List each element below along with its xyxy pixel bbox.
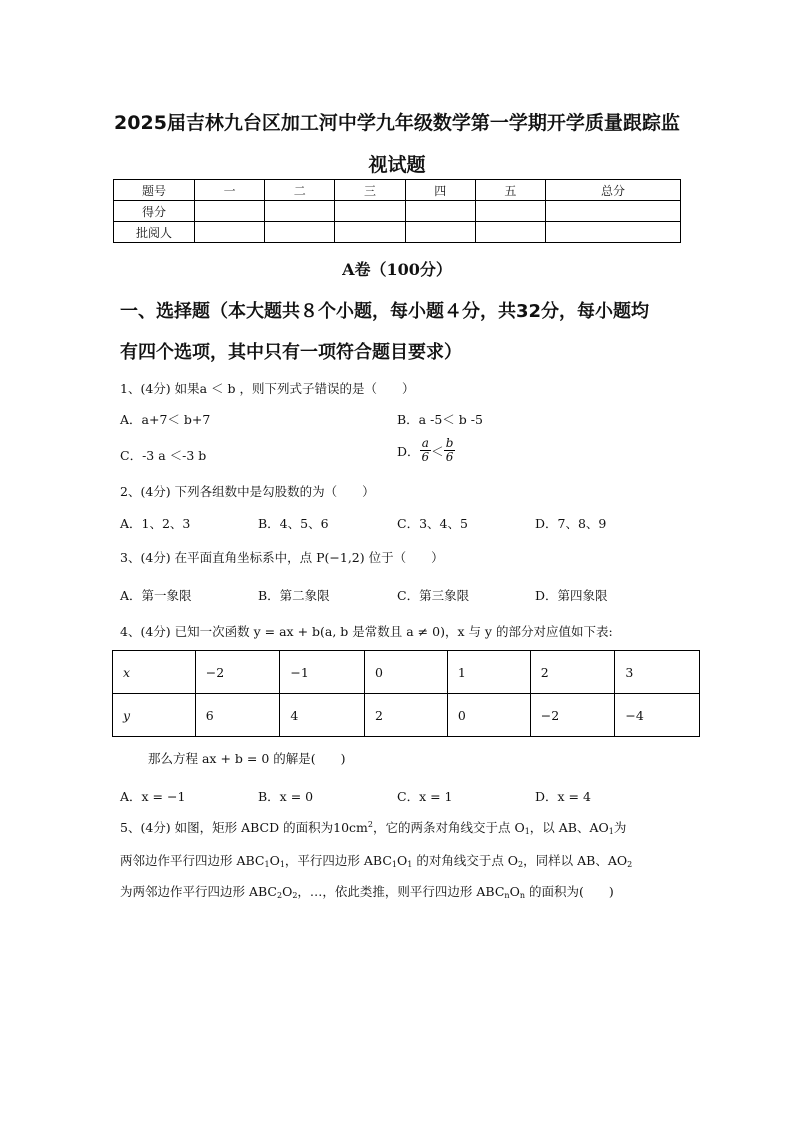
text-run: ，同样以 AB、AO (523, 853, 628, 868)
score-row-label: 批阅人 (114, 222, 195, 243)
q4-table-cell: 1 (447, 651, 530, 694)
score-cell (405, 222, 475, 243)
q4-table-cell: −2 (530, 694, 615, 737)
subscript: 1 (608, 827, 614, 836)
q4-table-cell: −1 (280, 651, 365, 694)
q4-followup: 那么方程 ax + b = 0 的解是( ) (148, 751, 346, 766)
text-run: 两邻边作平行四边形 ABC (120, 853, 265, 868)
score-cell (335, 222, 405, 243)
text-run: O (397, 853, 408, 868)
q2-stem: 2、(4分) 下列各组数中是勾股数的为（ ） (120, 484, 375, 499)
score-header-cell: 总分 (546, 180, 681, 201)
q4-option-c: C．x = 1 (397, 789, 453, 804)
score-cell (546, 222, 681, 243)
score-cell (475, 201, 545, 222)
text-run: 为两邻边作平行四边形 ABC (120, 884, 277, 899)
score-cell (265, 222, 335, 243)
q4-option-a: A．x = −1 (120, 789, 186, 804)
subscript: 2 (292, 891, 298, 900)
q4-table-cell: −4 (615, 694, 700, 737)
q4-x-row (113, 651, 700, 694)
fraction-numerator: a (421, 436, 429, 450)
text-run: ，…，依此类推，则平行四边形 ABC (297, 884, 505, 899)
q4-table-cell: −2 (195, 651, 280, 694)
score-cell (546, 201, 681, 222)
score-cell (195, 201, 265, 222)
section1-heading-line2: 有四个选项，其中只有一项符合题目要求） (120, 342, 462, 363)
q1-stem: 1、(4分) 如果a ＜ b ，则下列式子错误的是（ ） (120, 381, 415, 396)
subscript: n (504, 891, 510, 900)
score-cell (405, 201, 475, 222)
score-header-cell: 四 (405, 180, 475, 201)
text-run: ，以 AB、AO (529, 820, 609, 835)
q1-option-d-label: D． (397, 443, 420, 459)
score-cell (475, 222, 545, 243)
text-run: O (269, 853, 280, 868)
text-run: 的面积为( ) (524, 884, 614, 899)
score-cell (265, 201, 335, 222)
subscript: 1 (391, 860, 397, 869)
q4-table-cell: y (113, 694, 196, 737)
q1-d-operator: ＜ (431, 443, 444, 459)
q4-table-cell: 3 (615, 651, 700, 694)
subscript: 1 (407, 860, 413, 869)
q1-option-c: C．-3 a ＜-3 b (120, 448, 207, 463)
subscript: 1 (279, 860, 285, 869)
q4-table-cell: 6 (195, 694, 280, 737)
q1-d-fraction-b (444, 437, 456, 464)
q5-stem-line1 (120, 818, 626, 836)
text-run: O (282, 884, 293, 899)
q5-stem-line3 (120, 882, 614, 900)
score-header-cell: 一 (195, 180, 265, 201)
subscript: 2 (518, 860, 524, 869)
q4-table-cell: 4 (280, 694, 365, 737)
q4-option-b: B．x = 0 (258, 789, 314, 804)
score-table (113, 179, 681, 243)
q4-option-d: D．x = 4 (535, 789, 591, 804)
q1-option-b: B．a -5＜ b -5 (397, 412, 483, 427)
score-header-cell: 二 (265, 180, 335, 201)
q4-table-cell: 2 (530, 651, 615, 694)
section-a-heading: A卷（100分） (342, 260, 452, 279)
q4-table-cell: x (113, 651, 196, 694)
score-table-row (114, 222, 681, 243)
text-run: 5、(4分) 如图，矩形 ABCD 的面积为10cm (120, 820, 368, 835)
score-cell (335, 201, 405, 222)
q3-option-d: D．第四象限 (535, 588, 608, 603)
q3-option-c: C．第三象限 (397, 588, 470, 603)
fraction-denominator: 6 (421, 450, 430, 464)
fraction-numerator: b (445, 436, 454, 450)
q4-stem: 4、(4分) 已知一次函数 y = ax + b(a, b 是常数且 a ≠ 0)，x 与 y 的部分对应值如下表: (120, 624, 613, 639)
q1-option-d (397, 437, 455, 464)
q3-option-b: B．第二象限 (258, 588, 330, 603)
subscript: 2 (627, 860, 633, 869)
text-run: 的对角线交于点 O (412, 853, 519, 868)
subscript: 1 (264, 860, 270, 869)
score-table-row (114, 201, 681, 222)
score-header-cell: 五 (475, 180, 545, 201)
q4-y-row (113, 694, 700, 737)
text-run: O (509, 884, 520, 899)
q4-table-cell: 2 (364, 694, 447, 737)
q2-option-a: A．1、2、3 (120, 516, 191, 531)
subscript: 2 (276, 891, 283, 900)
text-run: ，平行四边形 ABC (284, 853, 392, 868)
score-header-cell: 三 (335, 180, 405, 201)
superscript: 2 (367, 820, 373, 829)
q4-value-table (112, 650, 700, 737)
q3-stem: 3、(4分) 在平面直角坐标系中，点 P(−1,2) 位于（ ） (120, 550, 444, 565)
section1-heading-line1: 一、选择题（本大题共８个小题，每小题４分，共32分，每小题均 (120, 301, 650, 322)
q1-option-a: A．a+7＜ b+7 (120, 412, 211, 427)
q2-option-d: D．7、8、9 (535, 516, 607, 531)
score-row-label: 得分 (114, 201, 195, 222)
q2-option-b: B．4、5、6 (258, 516, 329, 531)
subscript: n (519, 891, 525, 900)
fraction-denominator: 6 (445, 450, 454, 464)
text-run: 为 (613, 820, 627, 835)
q4-table-cell: 0 (364, 651, 447, 694)
score-table-header (114, 180, 681, 201)
q4-table-cell: 0 (447, 694, 530, 737)
text-run: ，它的两条对角线交于点 O (372, 820, 525, 835)
doc-title-line1: 2025届吉林九台区加工河中学九年级数学第一学期开学质量跟踪监 (114, 112, 680, 134)
score-header-cell: 题号 (114, 180, 195, 201)
q2-option-c: C．3、4、5 (397, 516, 468, 531)
subscript: 1 (524, 827, 530, 836)
q1-d-fraction-a (420, 437, 432, 464)
q3-option-a: A．第一象限 (120, 588, 192, 603)
q5-stem-line2 (120, 851, 632, 869)
doc-title-line2: 视试题 (368, 154, 426, 176)
score-cell (195, 222, 265, 243)
